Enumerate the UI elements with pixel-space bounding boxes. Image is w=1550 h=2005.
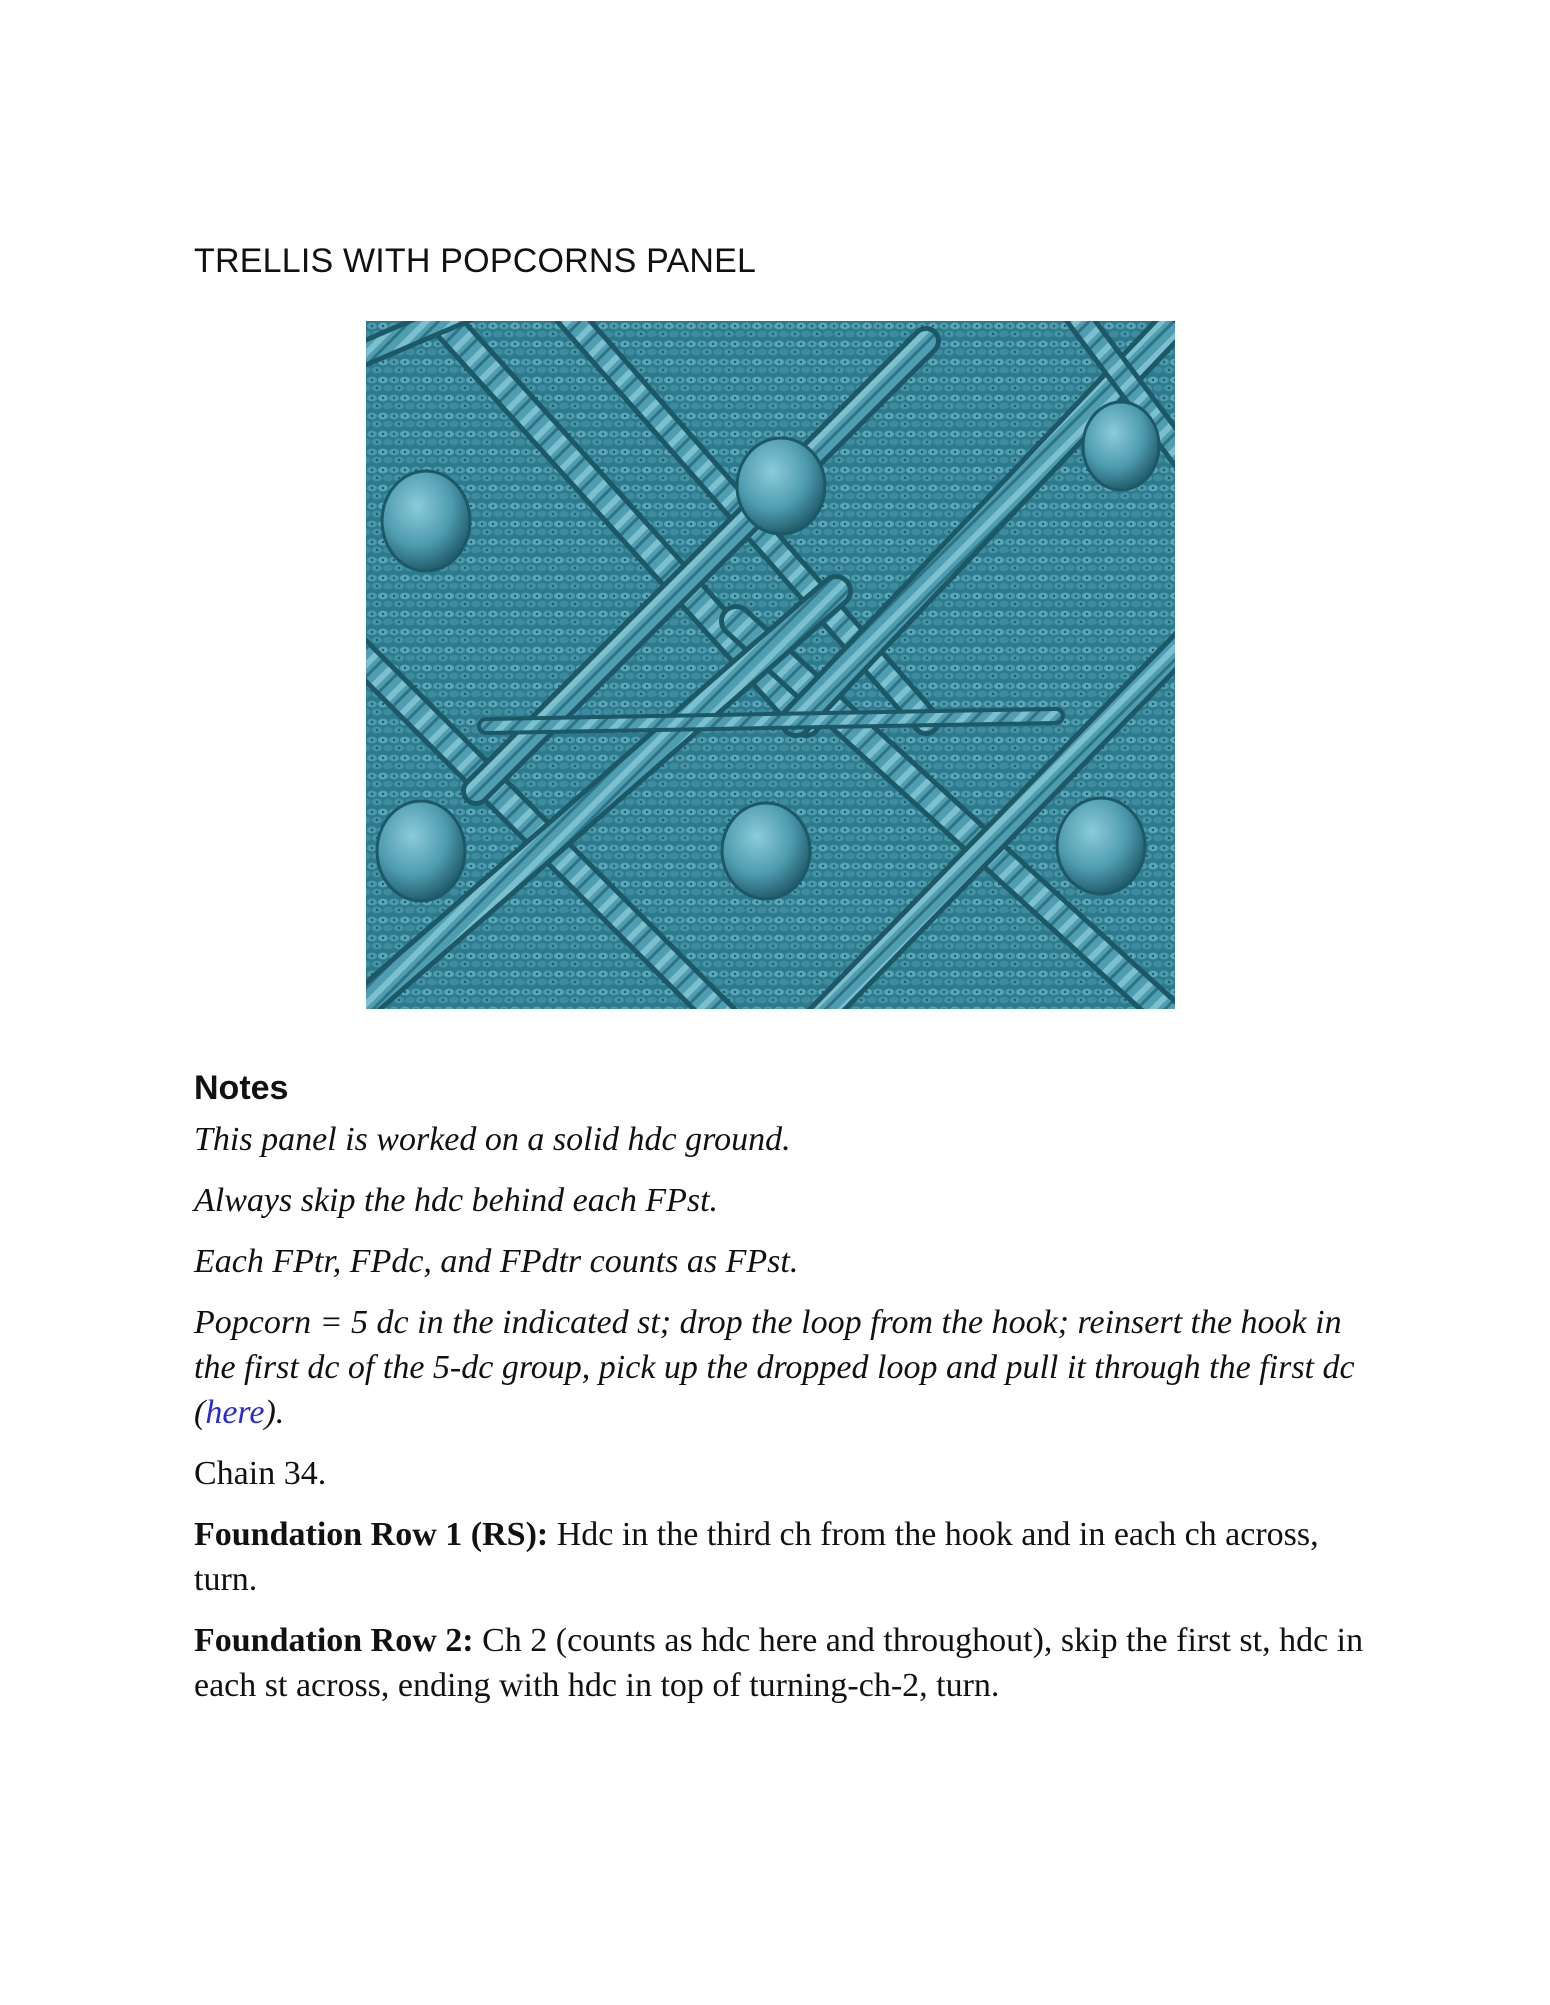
foundation-row-2 (194, 1618, 1364, 1708)
row-text: Hdc in the third ch from the hook and in each ch across, turn. (194, 1516, 1319, 1598)
row-label: Foundation Row 1 (RS): (194, 1516, 549, 1553)
chain-instruction: Chain 34. (194, 1455, 327, 1492)
crochet-swatch-photo (366, 321, 1175, 1009)
popcorn-note-text: Popcorn = 5 dc in the indicated st; drop the loop from the hook; reinsert the hook in the first dc of the 5-dc group, pick up the dropped loop and pull it through the first dc ( (194, 1304, 1355, 1431)
foundation-row-1 (194, 1512, 1364, 1602)
row-label: Foundation Row 2: (194, 1622, 474, 1659)
notes-heading: Notes (194, 1069, 289, 1107)
page-title: TRELLIS WITH POPCORNS PANEL (194, 242, 757, 280)
here-link[interactable]: here (205, 1394, 265, 1431)
popcorn-note (194, 1300, 1364, 1435)
note-line: Each FPtr, FPdc, and FPdtr counts as FPst. (194, 1243, 799, 1280)
note-line: This panel is worked on a solid hdc ground. (194, 1121, 791, 1158)
row-text: Ch 2 (counts as hdc here and throughout), skip the first st, hdc in each st across, ending with hdc in top of turning-ch-2, turn. (194, 1622, 1364, 1704)
popcorn-note-end: ). (264, 1394, 285, 1431)
note-line: Always skip the hdc behind each FPst. (194, 1182, 719, 1219)
pattern-text (194, 1062, 1364, 1724)
